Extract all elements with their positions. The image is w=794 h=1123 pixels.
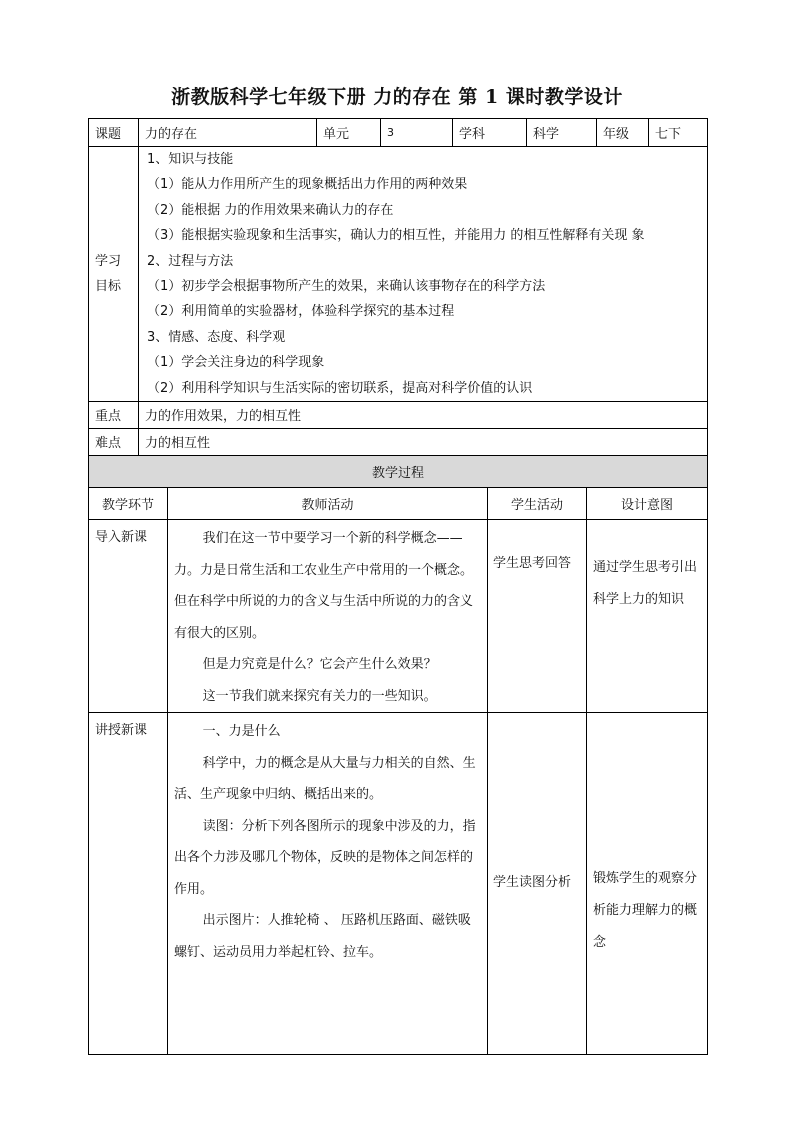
process-title: 教学过程 bbox=[89, 456, 708, 488]
grade-label: 年级 bbox=[597, 119, 649, 147]
objectives-label bbox=[89, 147, 139, 402]
objective-line: （1）初步学会根据事物所产生的效果，来确认该事物存在的科学方法 bbox=[147, 278, 546, 294]
subject-value: 科学 bbox=[527, 119, 597, 147]
objective-line: （1）学会关注身边的科学现象 bbox=[147, 355, 325, 371]
info-row bbox=[89, 119, 708, 147]
grade-value: 七下 bbox=[649, 119, 708, 147]
student-teaching: 学生读图分析 bbox=[488, 713, 587, 1055]
stage-intro: 导入新课 bbox=[89, 520, 168, 713]
objective-line: 1、知识与技能 bbox=[147, 152, 234, 167]
intent-intro: 通过学生思考引出科学上力的知识 bbox=[587, 520, 708, 713]
header-teacher: 教师活动 bbox=[168, 488, 488, 520]
header-student: 学生活动 bbox=[488, 488, 587, 520]
unit-label: 单元 bbox=[317, 119, 381, 147]
objective-line: （1）能从力作用所产生的现象概括出力作用的两种效果 bbox=[147, 177, 468, 193]
process-header-row bbox=[89, 488, 708, 520]
objectives-row bbox=[89, 147, 708, 402]
info-table bbox=[88, 118, 708, 456]
difficulty-value: 力的相互性 bbox=[139, 428, 708, 455]
teacher-intro bbox=[168, 520, 488, 713]
header-intent: 设计意图 bbox=[587, 488, 708, 520]
teacher-teaching bbox=[168, 713, 488, 1055]
topic-label: 课题 bbox=[89, 119, 139, 147]
subject-label: 学科 bbox=[453, 119, 527, 147]
objective-line: 3、情感、态度、科学观 bbox=[147, 329, 286, 345]
intent-teaching: 锻炼学生的观察分析能力理解力的概念 bbox=[587, 713, 708, 1055]
process-table bbox=[88, 455, 708, 1055]
objective-line: （3）能根据实验现象和生活事实，确认力的相互性，并能用力 的相互性解释有关现 象 bbox=[147, 228, 645, 244]
unit-value: 3 bbox=[381, 119, 453, 147]
objective-line: 2、过程与方法 bbox=[147, 253, 234, 269]
teacher-paragraph: 读图：分析下列各图所示的现象中涉及的力，指出各个力涉及哪几个物体，反映的是物体之间怎样的作用。 bbox=[174, 818, 476, 897]
topic-value: 力的存在 bbox=[139, 119, 317, 147]
objectives-label-line2: 目标 bbox=[95, 278, 122, 294]
header-stage: 教学环节 bbox=[89, 488, 168, 520]
objective-line: （2）利用科学知识与生活实际的密切联系，提高对科学价值的认识 bbox=[147, 380, 533, 396]
teacher-paragraph: 一、力是什么 bbox=[202, 724, 281, 739]
objective-line: （2）利用简单的实验器材，体验科学探究的基本过程 bbox=[147, 304, 455, 320]
teacher-paragraph: 但是力究竟是什么？它会产生什么效果？ bbox=[202, 657, 437, 672]
teacher-paragraph: 科学中，力的概念是从大量与力相关的自然、生活、生产现象中归纳、概括出来的。 bbox=[174, 755, 476, 802]
key-point-value: 力的作用效果，力的相互性 bbox=[139, 401, 708, 428]
objectives-label-line1: 学习 bbox=[95, 253, 122, 269]
difficulty-row bbox=[89, 428, 708, 455]
stage-teaching: 讲授新课 bbox=[89, 713, 168, 1055]
difficulty-label: 难点 bbox=[89, 428, 139, 455]
process-row-teaching bbox=[89, 713, 708, 1055]
objectives-content bbox=[139, 147, 708, 402]
key-point-row bbox=[89, 401, 708, 428]
document-title: 浙教版科学七年级下册 力的存在 第 1 课时教学设计 bbox=[171, 86, 623, 108]
teacher-paragraph: 出示图片：人推轮椅 、 压路机压路面、磁铁吸螺钉、运动员用力举起杠铃、拉车。 bbox=[174, 913, 471, 960]
objective-line: （2）能根据 力的作用效果来确认力的存在 bbox=[147, 202, 394, 218]
teacher-paragraph: 这一节我们就来探究有关力的一些知识。 bbox=[202, 688, 437, 704]
process-title-row bbox=[89, 456, 708, 488]
student-intro: 学生思考回答 bbox=[488, 520, 587, 713]
teacher-paragraph: 我们在这一节中要学习一个新的科学概念——力。力是日常生活和工农业生产中常用的一个概念。但在科学中所说的力的含义与生活中所说的力的含义有很大的区别。 bbox=[174, 531, 474, 641]
key-point-label: 重点 bbox=[89, 401, 139, 428]
process-row-intro bbox=[89, 520, 708, 713]
